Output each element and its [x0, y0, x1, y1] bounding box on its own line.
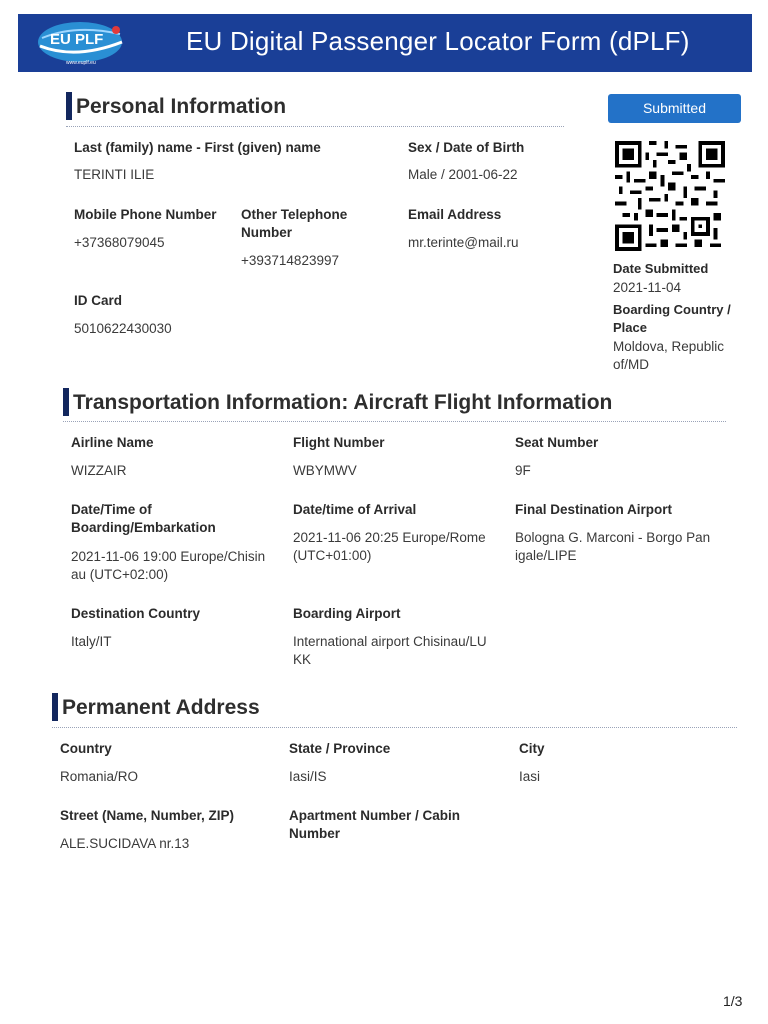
final-airport-value: Bologna G. Marconi - Borgo Panigale/LIPE	[515, 530, 711, 563]
section-bar	[63, 388, 69, 416]
section-title-transport	[63, 391, 612, 415]
street-value: ALE.SUCIDAVA nr.13	[60, 836, 190, 851]
section-bar	[66, 92, 72, 120]
boarding-time-value: 2021-11-06 19:00 Europe/Chisinau (UTC+02:00)	[71, 549, 266, 582]
boarding-airport-label: Boarding Airport	[293, 606, 401, 621]
email-value: mr.terinte@mail.ru	[408, 235, 519, 250]
section-title-personal	[66, 95, 286, 119]
street-label: Street (Name, Number, ZIP)	[60, 808, 235, 823]
boarding-country-label: Boarding Country / Place	[613, 302, 731, 335]
flight-number-label: Flight Number	[293, 435, 385, 450]
boarding-airport-value: International airport Chisinau/LUKK	[293, 634, 487, 667]
section-title-text: Personal Information	[76, 95, 287, 118]
section-title-address	[52, 696, 260, 720]
status-badge: Submitted	[608, 94, 741, 123]
boarding-time-label: Date/Time of Boarding/Embarkation	[71, 502, 216, 535]
mobile-value: +37368079045	[74, 235, 165, 250]
mobile-label: Mobile Phone Number	[74, 207, 217, 222]
id-card-label: ID Card	[74, 293, 123, 308]
state-label: State / Province	[289, 741, 391, 756]
email-label: Email Address	[408, 207, 502, 222]
section-title-text: Transportation Information: Aircraft Flight Information	[73, 391, 613, 414]
airline-value: WIZZAIR	[71, 463, 127, 478]
section-title-text: Permanent Address	[62, 696, 260, 719]
destination-country-value: Italy/IT	[71, 634, 112, 649]
other-phone-value: +393714823997	[241, 253, 339, 268]
airline-label: Airline Name	[71, 435, 154, 450]
section-divider	[52, 727, 737, 728]
section-divider	[66, 126, 564, 127]
eu-plf-logo-icon	[36, 20, 128, 66]
arrival-time-label: Date/time of Arrival	[293, 502, 417, 517]
city-label: City	[519, 741, 545, 756]
page-header	[18, 14, 752, 72]
other-phone-label: Other Telephone Number	[241, 207, 348, 240]
date-submitted-label: Date Submitted	[613, 261, 709, 276]
sex-dob-label: Sex / Date of Birth	[408, 140, 525, 155]
section-bar	[52, 693, 58, 721]
flight-number-value: WBYMWV	[293, 463, 357, 478]
name-value: TERINTI ILIE	[74, 167, 155, 182]
section-divider	[63, 421, 726, 422]
apartment-label: Apartment Number / Cabin Number	[289, 808, 461, 841]
arrival-time-value: 2021-11-06 20:25 Europe/Rome (UTC+01:00)	[293, 530, 486, 563]
destination-country-label: Destination Country	[71, 606, 201, 621]
boarding-country-value: Moldova, Republic of/MD	[613, 339, 725, 372]
country-label: Country	[60, 741, 112, 756]
svg-text:EU PLF: EU PLF	[50, 31, 104, 48]
name-label: Last (family) name - First (given) name	[74, 140, 321, 155]
city-value: Iasi	[519, 769, 541, 784]
sex-dob-value: Male / 2001-06-22	[408, 167, 518, 182]
state-value: Iasi/IS	[289, 769, 327, 784]
svg-text:www.euplf.eu: www.euplf.eu	[66, 60, 96, 66]
page-title: EU Digital Passenger Locator Form (dPLF)	[186, 26, 690, 56]
final-airport-label: Final Destination Airport	[515, 502, 673, 517]
seat-number-value: 9F	[515, 463, 531, 478]
date-submitted-value: 2021-11-04	[613, 280, 682, 295]
seat-number-label: Seat Number	[515, 435, 599, 450]
country-value: Romania/RO	[60, 769, 139, 784]
page-number: 1/3	[723, 993, 743, 1009]
id-card-value: 5010622430030	[74, 321, 172, 336]
qr-code-icon	[612, 141, 728, 251]
